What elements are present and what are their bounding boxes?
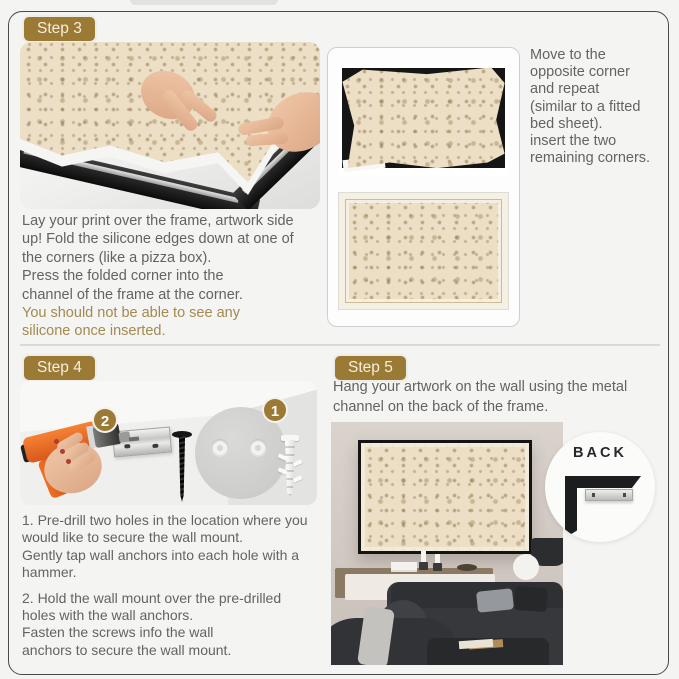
text-line: Lay your print over the frame, artwork side bbox=[22, 213, 294, 229]
artwork-print bbox=[361, 443, 529, 551]
text-line: Press the folded corner into the bbox=[22, 268, 224, 285]
step5-instructions bbox=[333, 377, 627, 417]
fingernail bbox=[66, 459, 71, 464]
candle-holder bbox=[419, 562, 428, 570]
paragraph-gap bbox=[22, 582, 308, 590]
draped-print-fabric bbox=[339, 64, 508, 176]
step5-badge-label: Step 5 bbox=[333, 354, 408, 382]
step3-note-line: You should not be able to see any bbox=[22, 305, 240, 322]
text-line: hammer. bbox=[22, 564, 77, 581]
corner-fold-box bbox=[327, 47, 520, 327]
candle bbox=[421, 550, 426, 562]
text-line: Gently tap wall anchors into each hole with a bbox=[22, 546, 300, 563]
frame-corner-back-vertical bbox=[565, 476, 577, 538]
metal-channel-icon bbox=[585, 489, 633, 501]
step4-badge-label: Step 4 bbox=[22, 354, 97, 382]
text-line: the corners (like a pizza box). bbox=[22, 249, 212, 266]
text-line: (similar to a fitted bbox=[530, 98, 641, 115]
channel-screw bbox=[592, 493, 595, 497]
text-line: Hang your artwork on the wall using the metal bbox=[333, 379, 628, 395]
step3-side-note bbox=[530, 47, 650, 167]
step4-instructions bbox=[22, 512, 308, 659]
text-line: opposite corner bbox=[530, 64, 630, 81]
text-line: bed sheet). bbox=[530, 115, 603, 132]
text-line: and repeat bbox=[530, 81, 600, 98]
step3-instructions bbox=[22, 212, 294, 341]
text-line: 2. Hold the wall mount over the pre-drilled bbox=[22, 589, 282, 606]
candle bbox=[435, 554, 440, 563]
drilled-hole-left bbox=[211, 439, 229, 457]
text-line: holes with the wall anchors. bbox=[22, 607, 194, 624]
text-line: up! Fold the silicone edges down at one of bbox=[22, 231, 294, 248]
channel-screw bbox=[623, 493, 626, 497]
screw-icon bbox=[175, 436, 189, 502]
bracket-slot bbox=[152, 444, 158, 449]
dark-pillow bbox=[514, 586, 548, 612]
framed-artwork bbox=[358, 440, 532, 554]
decor-bowl bbox=[457, 564, 477, 571]
living-room-image bbox=[331, 422, 563, 665]
cropped-previous-section bbox=[130, 0, 278, 5]
text-line: Fasten the screws info the wall bbox=[22, 624, 214, 641]
step3-note-line: silicone once inserted. bbox=[22, 323, 166, 340]
drilled-hole-right bbox=[249, 439, 267, 457]
step4-badge bbox=[22, 354, 97, 382]
back-detail-inset bbox=[545, 432, 655, 542]
print-draped-image bbox=[339, 64, 508, 176]
text-line: channel on the back of the frame. bbox=[333, 399, 549, 415]
fingernail bbox=[54, 439, 59, 444]
inserted-print-fabric bbox=[345, 199, 502, 303]
floor-lamp-globe bbox=[513, 554, 539, 580]
bracket-slot bbox=[124, 444, 130, 449]
step3-photo bbox=[20, 42, 320, 209]
marker-1-badge: 1 bbox=[262, 397, 288, 423]
text-line: insert the two bbox=[530, 133, 617, 150]
print-inserted-image bbox=[339, 193, 508, 309]
fingernail bbox=[60, 449, 65, 454]
step3-badge-label: Step 3 bbox=[22, 15, 97, 43]
marker-2-badge: 2 bbox=[92, 407, 118, 433]
books-stack bbox=[391, 562, 417, 570]
step4-illustration bbox=[20, 381, 317, 505]
text-line: would like to secure the wall mount. bbox=[22, 529, 243, 546]
text-line: 1. Pre-drill two holes in the location where you bbox=[22, 512, 308, 528]
light-pillow bbox=[476, 588, 514, 613]
back-label: BACK bbox=[573, 445, 627, 461]
step3-badge bbox=[22, 15, 97, 43]
section-divider bbox=[20, 344, 660, 346]
text-line: channel of the frame at the corner. bbox=[22, 286, 243, 303]
text-line: anchors to secure the wall mount. bbox=[22, 641, 232, 658]
text-line: remaining corners. bbox=[530, 150, 651, 167]
text-line: Move to the bbox=[530, 47, 606, 63]
candle-holder bbox=[433, 563, 442, 571]
